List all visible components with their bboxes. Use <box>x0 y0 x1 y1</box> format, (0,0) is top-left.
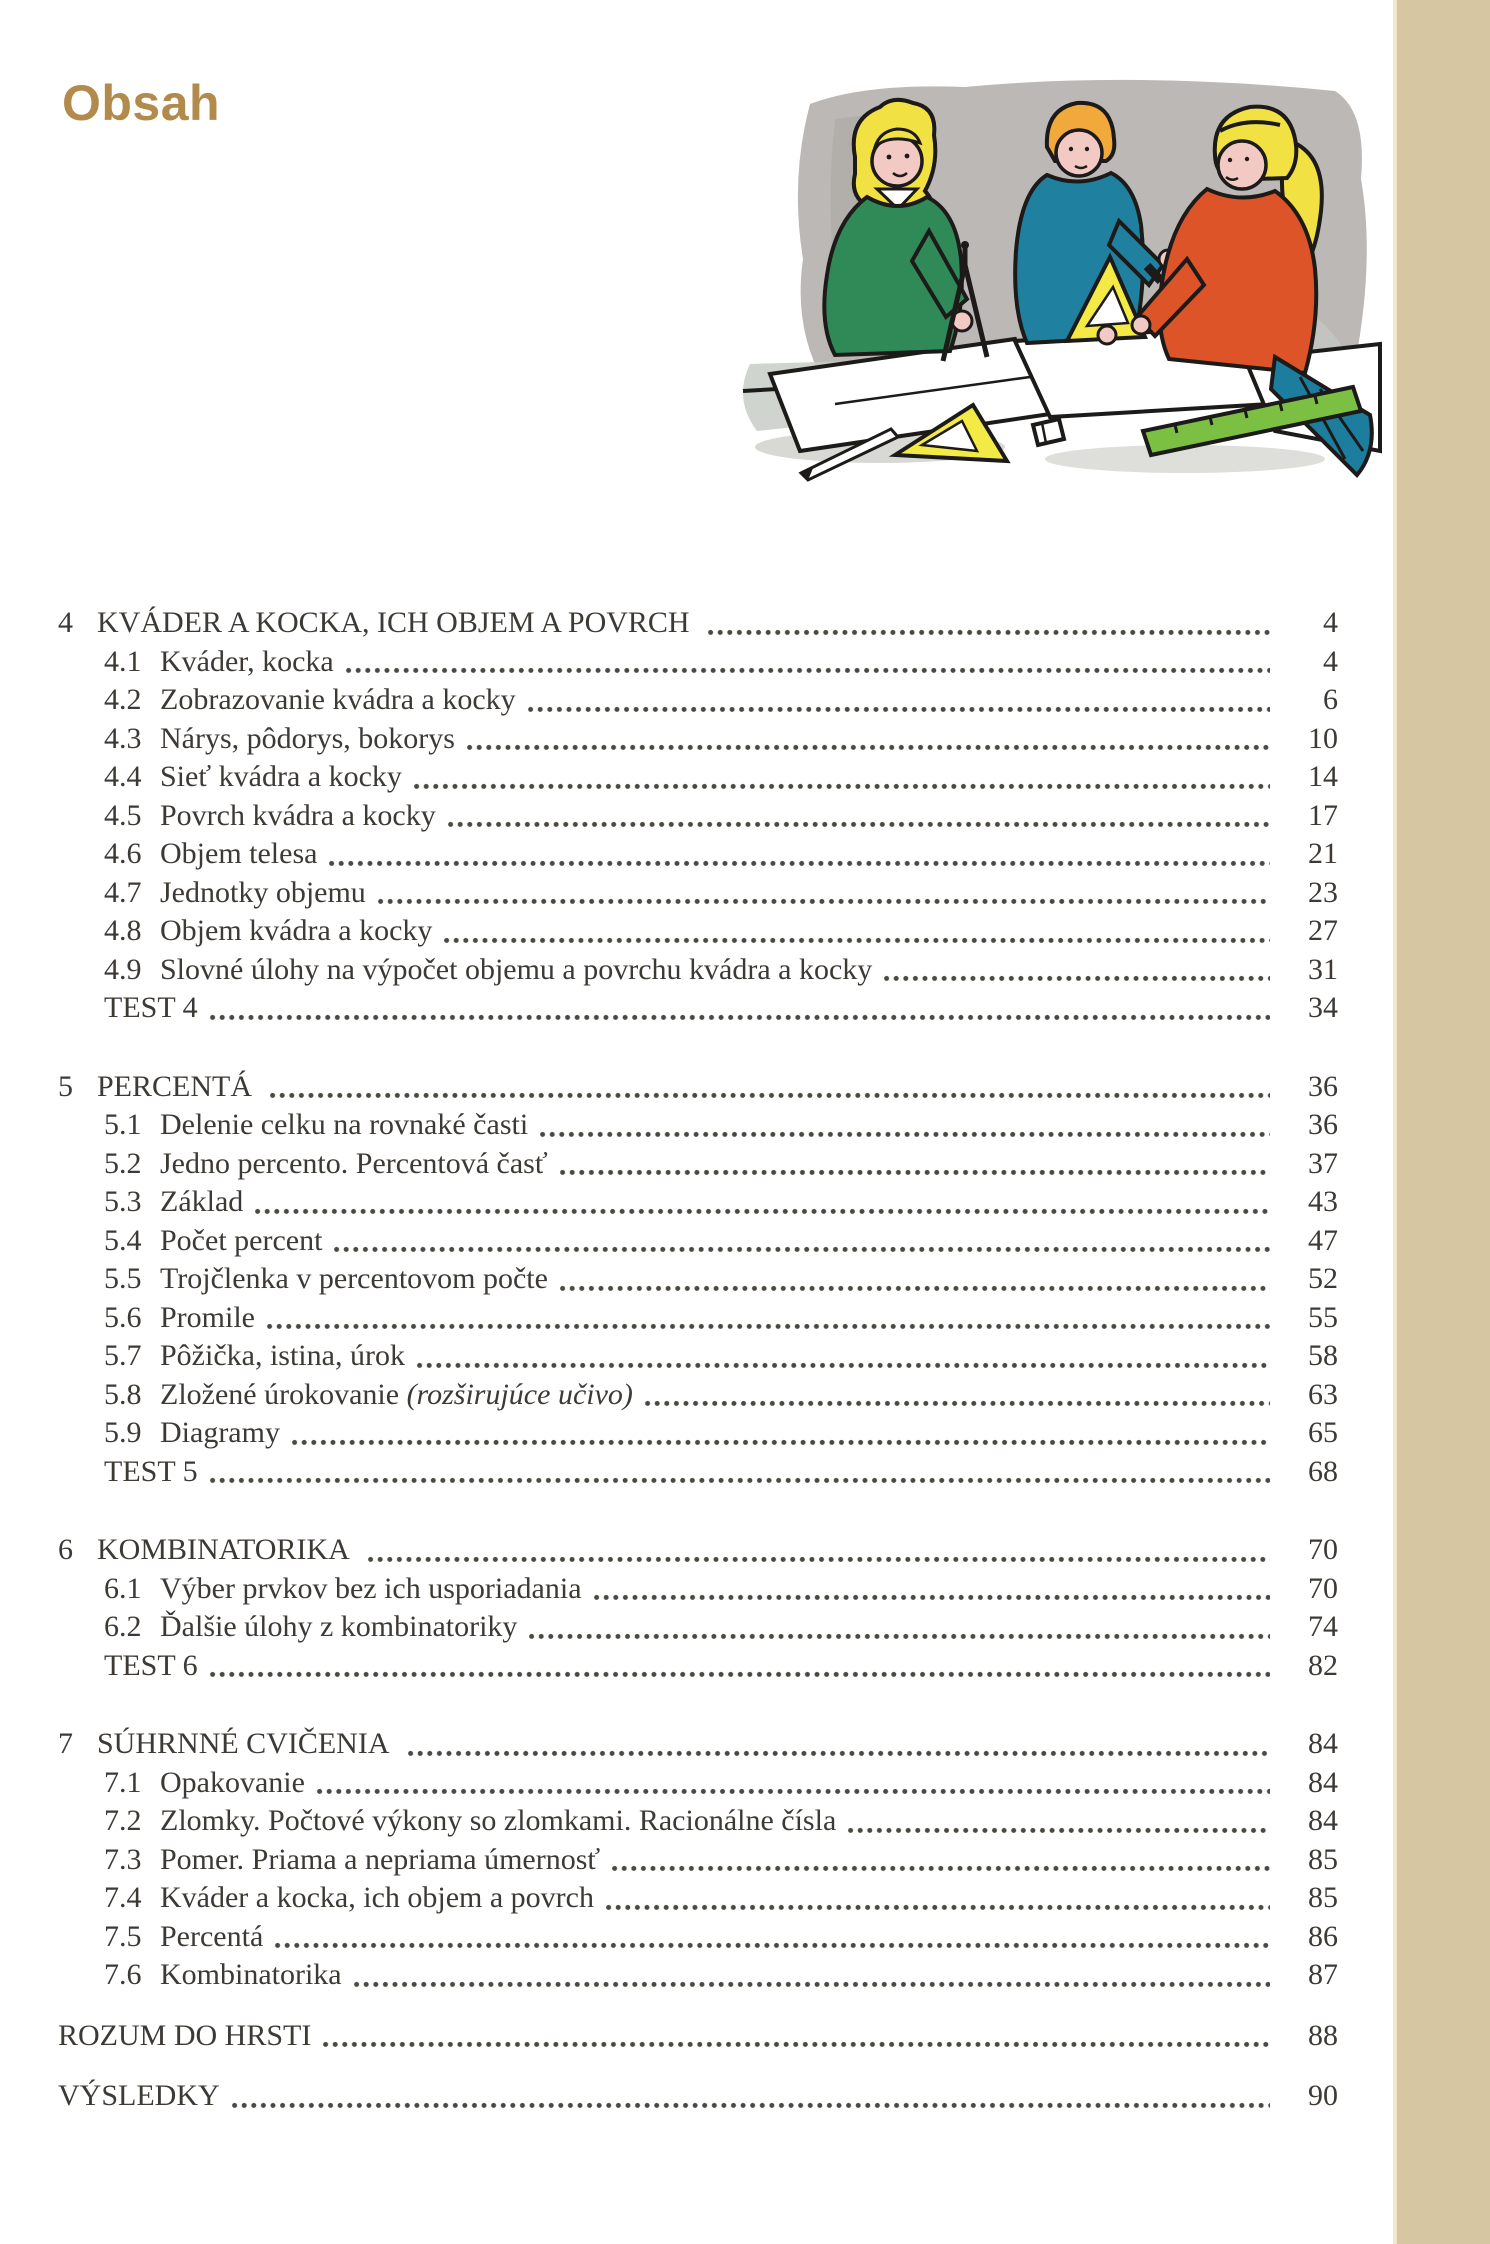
chapter-title: SÚHRNNÉ CVIČENIA <box>97 1727 390 1760</box>
section-title: Zložené úrokovanie (rozširujúce učivo) <box>160 1377 633 1411</box>
page-number: 43 <box>1308 1185 1338 1218</box>
page-number: 85 <box>1308 1881 1338 1914</box>
page-number: 65 <box>1308 1416 1338 1449</box>
toc-row <box>58 1841 1338 1880</box>
page-number: 10 <box>1308 721 1338 755</box>
toc-row <box>58 643 1338 682</box>
eraser-icon <box>1033 419 1064 445</box>
page-number: 23 <box>1308 875 1338 909</box>
toc-row <box>58 835 1338 874</box>
section-number: 7.2 <box>104 1804 142 1837</box>
page-number: 74 <box>1308 1610 1338 1643</box>
page-number: 4 <box>1323 644 1338 678</box>
section-number: 7.6 <box>104 1958 142 1991</box>
section-number: 7.5 <box>104 1919 142 1953</box>
section-number: 5.9 <box>104 1416 142 1449</box>
page-number: 52 <box>1308 1262 1338 1295</box>
section-title: TEST 5 <box>104 1454 198 1488</box>
section-number: 5.6 <box>104 1300 142 1334</box>
dot-leader <box>317 1788 1270 1795</box>
toc-row <box>58 758 1338 797</box>
page-number: 88 <box>1308 2018 1338 2052</box>
dot-leader <box>368 1556 1270 1563</box>
section-title: Počet percent <box>160 1223 323 1257</box>
section-number: 5.3 <box>104 1185 142 1218</box>
section-title: Percentá <box>160 1919 264 1953</box>
section-number: 4.1 <box>104 644 142 678</box>
toc-row <box>58 1608 1338 1647</box>
dot-leader <box>560 1169 1270 1176</box>
section-number: 5.4 <box>104 1223 142 1257</box>
section-number: 4.5 <box>104 798 142 832</box>
section-number: 4.4 <box>104 760 142 793</box>
dot-leader <box>275 1942 1270 1949</box>
page-number: 63 <box>1308 1377 1338 1411</box>
page-number: 68 <box>1308 1454 1338 1488</box>
section-title: Promile <box>160 1300 255 1334</box>
dot-leader <box>267 1323 1270 1330</box>
toc-row <box>58 1570 1338 1609</box>
students-illustration-svg <box>715 58 1385 490</box>
dot-leader <box>708 629 1270 636</box>
dot-leader <box>884 975 1270 982</box>
toc-row <box>58 1531 1338 1570</box>
toc-row <box>58 1068 1338 1107</box>
section-number: 7.1 <box>104 1765 142 1799</box>
section-number: 5.2 <box>104 1146 142 1180</box>
page-number: 90 <box>1308 2079 1338 2112</box>
toc-chapter <box>58 1531 1338 1685</box>
section-number: 4.2 <box>104 683 142 716</box>
section-title: Základ <box>160 1185 244 1218</box>
section-title: Kváder, kocka <box>160 644 334 678</box>
toc-chapter <box>58 1068 1338 1492</box>
toc-row <box>58 951 1338 990</box>
page-number: 37 <box>1308 1146 1338 1180</box>
page-number: 84 <box>1308 1804 1338 1837</box>
section-title: Objem kvádra a kocky <box>160 914 433 947</box>
section-title: TEST 4 <box>104 991 198 1024</box>
entry-title: ROZUM DO HRSTI <box>58 2018 312 2052</box>
dot-leader <box>334 1246 1270 1253</box>
dot-leader <box>529 1633 1270 1640</box>
page-number: 6 <box>1323 683 1338 716</box>
chapter-number: 5 <box>58 1069 73 1103</box>
page-number: 84 <box>1308 1765 1338 1799</box>
chapter-title: KVÁDER A KOCKA, ICH OBJEM A POVRCH <box>97 606 690 639</box>
page-number: 14 <box>1308 760 1338 793</box>
toc-row <box>58 1299 1338 1338</box>
page-number: 17 <box>1308 798 1338 832</box>
dot-leader <box>448 821 1270 828</box>
page-number: 34 <box>1308 991 1338 1024</box>
dot-leader <box>444 937 1270 944</box>
page-number: 36 <box>1308 1108 1338 1141</box>
section-number: 6.2 <box>104 1610 142 1643</box>
toc-row <box>58 2017 1338 2056</box>
section-title: Objem telesa <box>160 837 318 870</box>
section-number: 7.3 <box>104 1842 142 1876</box>
page-number: 36 <box>1308 1069 1338 1103</box>
dot-leader <box>417 1362 1270 1369</box>
dot-leader <box>270 1092 1270 1099</box>
dot-leader <box>255 1208 1270 1215</box>
page-number: 4 <box>1323 606 1338 639</box>
section-title-note: (rozširujúce učivo) <box>406 1377 633 1411</box>
dot-leader <box>232 2102 1270 2109</box>
section-number: 4.7 <box>104 875 142 909</box>
page-number: 21 <box>1308 837 1338 870</box>
dot-leader <box>408 1750 1271 1757</box>
students-illustration <box>715 58 1385 490</box>
toc-row <box>58 1453 1338 1492</box>
dot-leader <box>467 744 1270 751</box>
dot-leader <box>594 1594 1270 1601</box>
dot-leader <box>354 1981 1270 1988</box>
dot-leader <box>210 1477 1270 1484</box>
dot-leader <box>848 1827 1270 1834</box>
section-title: Delenie celku na rovnaké časti <box>160 1108 529 1141</box>
toc-row <box>58 1106 1338 1145</box>
section-title: Sieť kvádra a kocky <box>160 760 402 793</box>
page-number: 27 <box>1308 914 1338 947</box>
dot-leader <box>210 1014 1270 1021</box>
toc-row <box>58 1956 1338 1995</box>
dot-leader <box>323 2041 1270 2048</box>
section-title: Nárys, pôdorys, bokorys <box>160 721 455 755</box>
toc-row <box>58 1725 1338 1764</box>
entry-title: VÝSLEDKY <box>58 2079 220 2112</box>
section-title: Povrch kvádra a kocky <box>160 798 436 832</box>
table-of-contents <box>58 604 1338 2116</box>
page-number: 87 <box>1308 1958 1338 1991</box>
dot-leader <box>292 1439 1270 1446</box>
toc-chapter <box>58 1725 1338 1995</box>
section-title: Trojčlenka v percentovom počte <box>160 1262 548 1295</box>
toc-row <box>58 720 1338 759</box>
section-title: Zobrazovanie kvádra a kocky <box>160 683 516 716</box>
section-number: 4.8 <box>104 914 142 947</box>
section-title: Pomer. Priama a nepriama úmernosť <box>160 1842 601 1876</box>
dot-leader <box>560 1285 1270 1292</box>
page-title: Obsah <box>62 75 221 131</box>
section-number: 5.7 <box>104 1339 142 1372</box>
dot-leader <box>645 1400 1270 1407</box>
dot-leader <box>346 667 1270 674</box>
section-title: TEST 6 <box>104 1648 198 1682</box>
toc-row <box>58 1183 1338 1222</box>
section-number: 5.5 <box>104 1262 142 1295</box>
section-number: 5.1 <box>104 1108 142 1141</box>
dot-leader <box>414 783 1270 790</box>
section-title: Jednotky objemu <box>160 875 366 909</box>
toc-row <box>58 1376 1338 1415</box>
section-title: Slovné úlohy na výpočet objemu a povrchu kvádra a kocky <box>160 952 873 986</box>
toc-row <box>58 2077 1338 2116</box>
section-number: 7.4 <box>104 1881 142 1914</box>
section-title: Jedno percento. Percentová časť <box>160 1146 548 1180</box>
toc-row <box>58 1222 1338 1261</box>
dot-leader <box>210 1671 1270 1678</box>
dot-leader <box>606 1904 1270 1911</box>
section-title: Výber prvkov bez ich usporiadania <box>160 1571 582 1605</box>
toc-row <box>58 604 1338 643</box>
page-number: 31 <box>1308 952 1338 986</box>
page-number: 47 <box>1308 1223 1338 1257</box>
section-title: Pôžička, istina, úrok <box>160 1339 405 1372</box>
section-number: 4.3 <box>104 721 142 755</box>
page-number: 86 <box>1308 1919 1338 1953</box>
toc-row <box>58 1918 1338 1957</box>
toc-row <box>58 1764 1338 1803</box>
toc-chapter <box>58 604 1338 1028</box>
chapter-number: 7 <box>58 1727 73 1760</box>
chapter-number: 4 <box>58 606 73 639</box>
page-number: 70 <box>1308 1533 1338 1566</box>
section-title: Ďalšie úlohy z kombinatoriky <box>160 1610 518 1643</box>
page-number: 85 <box>1308 1842 1338 1876</box>
toc-row <box>58 912 1338 951</box>
dot-leader <box>528 706 1270 713</box>
toc-row <box>58 1414 1338 1453</box>
chapter-number: 6 <box>58 1533 73 1566</box>
toc-row <box>58 874 1338 913</box>
section-number: 5.8 <box>104 1377 142 1411</box>
chapter-title: PERCENTÁ <box>97 1069 253 1103</box>
toc-row <box>58 1879 1338 1918</box>
section-title: Zlomky. Počtové výkony so zlomkami. Racionálne čísla <box>160 1804 837 1837</box>
toc-row <box>58 681 1338 720</box>
page-edge-stripe <box>1393 0 1490 2244</box>
dot-leader <box>612 1865 1270 1872</box>
page-number: 70 <box>1308 1571 1338 1605</box>
section-number: 4.9 <box>104 952 142 986</box>
dot-leader <box>329 860 1270 867</box>
chapter-title: KOMBINATORIKA <box>97 1533 350 1566</box>
toc-row <box>58 1647 1338 1686</box>
toc-row <box>58 1260 1338 1299</box>
section-title: Kváder a kocka, ich objem a povrch <box>160 1881 594 1914</box>
toc-row <box>58 989 1338 1028</box>
toc-row <box>58 1337 1338 1376</box>
dot-leader <box>540 1131 1270 1138</box>
section-title: Diagramy <box>160 1416 280 1449</box>
section-number: 4.6 <box>104 837 142 870</box>
toc-row <box>58 797 1338 836</box>
section-number: 6.1 <box>104 1571 142 1605</box>
page-number: 84 <box>1308 1727 1338 1760</box>
dot-leader <box>378 898 1270 905</box>
toc-row <box>58 1802 1338 1841</box>
page-number: 82 <box>1308 1648 1338 1682</box>
toc-row <box>58 1145 1338 1184</box>
page-number: 58 <box>1308 1339 1338 1372</box>
section-title: Opakovanie <box>160 1765 305 1799</box>
page-number: 55 <box>1308 1300 1338 1334</box>
section-title: Kombinatorika <box>160 1958 342 1991</box>
